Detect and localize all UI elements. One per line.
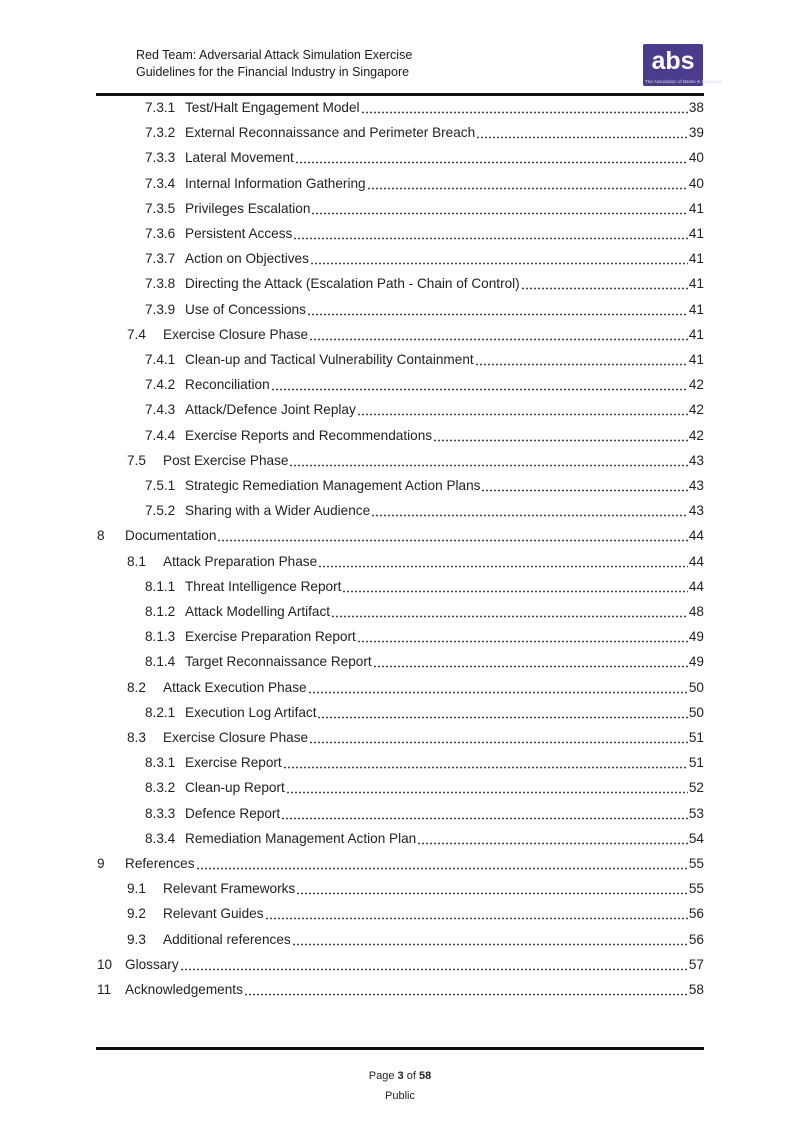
classification-label: Public (385, 1090, 415, 1102)
page-prefix: Page (368, 1070, 395, 1082)
toc-entry[interactable] (145, 498, 704, 523)
toc-entry-page: 39 (688, 125, 704, 141)
toc-dot-leader (283, 766, 688, 769)
toc-entry-title: Persistent Access (185, 226, 293, 241)
toc-dot-leader (309, 338, 688, 341)
toc-dot-leader (309, 741, 688, 744)
toc-entry-title: Exercise Closure Phase (163, 730, 309, 745)
toc-entry-title: Exercise Report (185, 755, 282, 771)
toc-dot-leader (180, 968, 688, 971)
toc-entry-title: Attack Execution Phase (163, 679, 307, 695)
toc-dot-leader (295, 161, 688, 164)
toc-entry[interactable] (145, 599, 704, 624)
toc-entry[interactable] (145, 246, 704, 271)
toc-dot-leader (373, 665, 688, 668)
toc-entry-title: Execution Log Artifact (185, 704, 317, 720)
toc-dot-leader (289, 464, 687, 467)
toc-entry[interactable] (145, 473, 704, 498)
toc-entry-page: 41 (688, 276, 704, 292)
toc-entry-number: 7.3.6 (145, 226, 176, 241)
toc-dot-leader (286, 791, 688, 794)
toc-entry[interactable] (145, 171, 704, 196)
toc-entry-page: 51 (688, 730, 704, 745)
toc-entry[interactable] (127, 876, 704, 901)
toc-entry-page: 44 (688, 553, 704, 569)
toc-entry[interactable] (145, 750, 704, 775)
toc-entry-title: Use of Concessions (185, 301, 306, 317)
toc-dot-leader (361, 111, 688, 114)
toc-entry-title: Attack Modelling Artifact (185, 604, 331, 619)
toc-entry-page: 56 (688, 906, 704, 922)
toc-entry-number: 9 (97, 856, 105, 871)
toc-entry-number: 7.4.3 (145, 402, 176, 418)
toc-entry-page: 43 (688, 452, 704, 468)
toc-entry-number: 7.3.8 (145, 276, 176, 292)
toc-entry-page: 43 (688, 478, 704, 493)
toc-entry-page: 49 (688, 629, 704, 645)
toc-dot-leader (265, 917, 688, 920)
toc-dot-leader (318, 565, 688, 568)
toc-dot-leader (357, 413, 688, 416)
toc-entry-title: Documentation (125, 528, 217, 544)
toc-entry-page: 52 (688, 780, 704, 796)
toc-entry-title: Additional references (163, 931, 291, 947)
toc-entry-title: Test/Halt Engagement Model (185, 100, 360, 115)
toc-dot-leader (342, 590, 687, 593)
toc-entry-page: 41 (688, 326, 704, 342)
toc-entry-number: 7.3.1 (145, 100, 176, 115)
toc-entry-title: Directing the Attack (Escalation Path - Chain of Control) (185, 276, 520, 292)
toc-dot-leader (367, 187, 688, 190)
toc-entry-page: 42 (688, 427, 704, 443)
toc-entry[interactable] (127, 725, 704, 750)
toc-dot-leader (317, 716, 687, 719)
toc-dot-leader (331, 615, 688, 618)
toc-dot-leader (311, 212, 687, 215)
toc-dot-leader (521, 287, 688, 290)
toc-entry-title: Target Reconnaissance Report (185, 654, 372, 670)
toc-entry-page: 42 (688, 402, 704, 418)
toc-entry-page: 54 (688, 830, 704, 846)
toc-entry-page: 50 (688, 704, 704, 720)
toc-entry-number: 7.3.9 (145, 301, 176, 317)
toc-dot-leader (196, 867, 688, 870)
toc-entry-page: 41 (688, 226, 704, 241)
toc-entry[interactable] (127, 322, 704, 347)
toc-dot-leader (292, 943, 688, 946)
toc-entry-page: 42 (688, 377, 704, 393)
toc-entry-number: 7.3.5 (145, 200, 176, 216)
toc-entry-title: Action on Objectives (185, 251, 309, 267)
toc-dot-leader (271, 388, 688, 391)
toc-entry-number: 8.3.2 (145, 780, 176, 796)
toc-entry-number: 9.2 (127, 906, 146, 922)
toc-dot-leader (433, 439, 688, 442)
toc-entry-page: 41 (688, 301, 704, 317)
toc-entry-number: 10 (97, 956, 113, 972)
toc-entry-number: 8.3.3 (145, 805, 176, 821)
toc-entry-title: External Reconnaissance and Perimeter Breach (185, 125, 476, 141)
toc-dot-leader (357, 640, 688, 643)
toc-entry-number: 11 (97, 982, 112, 997)
toc-dot-leader (481, 489, 687, 492)
toc-entry[interactable] (145, 700, 704, 725)
toc-entry-number: 7.3.2 (145, 125, 176, 141)
toc-entry-page: 50 (688, 679, 704, 695)
toc-entry-page: 38 (688, 100, 704, 115)
toc-entry-title: Exercise Reports and Recommendations (185, 427, 433, 443)
toc-entry-number: 7.5.2 (145, 503, 176, 519)
footer-divider (96, 1047, 704, 1050)
toc-entry-title: Exercise Closure Phase (163, 326, 309, 342)
toc-entry-number: 8.2.1 (145, 704, 176, 720)
toc-entry-number: 8.1.2 (145, 604, 176, 619)
toc-dot-leader (310, 262, 688, 265)
toc-entry-title: Lateral Movement (185, 150, 294, 166)
page-number (0, 1070, 800, 1082)
toc-entry-page: 44 (688, 528, 704, 544)
toc-entry-number: 8.1.1 (145, 578, 176, 594)
page-current: 3 (397, 1070, 404, 1082)
toc-dot-leader (475, 363, 688, 366)
toc-entry-title: Threat Intelligence Report (185, 578, 342, 594)
page-total: 58 (418, 1070, 432, 1082)
toc-entry[interactable] (145, 221, 704, 246)
toc-entry-page: 41 (688, 352, 704, 367)
header-line-1: Red Team: Adversarial Attack Simulation Exercise (136, 48, 413, 62)
toc-entry-number: 7.4 (127, 326, 146, 342)
toc-entry-number: 7.4.4 (145, 427, 176, 443)
toc-entry-title: Sharing with a Wider Audience (185, 503, 371, 519)
toc-dot-leader (417, 842, 688, 845)
toc-dot-leader (307, 313, 688, 316)
toc-entry-title: Relevant Frameworks (163, 881, 296, 897)
toc-entry-page: 41 (688, 251, 704, 267)
toc-entry-page: 55 (688, 856, 704, 871)
toc-entry-title: Remediation Management Action Plan (185, 830, 417, 846)
abs-logo (643, 44, 723, 86)
page-of: of (406, 1070, 416, 1082)
toc-entry[interactable] (127, 901, 704, 926)
toc-entry-title: Relevant Guides (163, 906, 264, 922)
toc-entry-number: 9.1 (127, 881, 146, 897)
toc-dot-leader (308, 691, 688, 694)
toc-entry-title: Exercise Preparation Report (185, 629, 356, 645)
toc-entry-page: 56 (688, 931, 704, 947)
toc-entry[interactable] (127, 448, 704, 473)
toc-entry-page: 44 (688, 578, 704, 594)
toc-entry[interactable] (145, 347, 704, 372)
toc-entry-title: Clean-up and Tactical Vulnerability Containment (185, 352, 474, 367)
toc-entry[interactable] (145, 624, 704, 649)
toc-entry[interactable] (145, 297, 704, 322)
toc-entry-title: Post Exercise Phase (163, 452, 289, 468)
toc-entry-number: 7.5.1 (145, 478, 176, 493)
logo-subtext: The Association of Banks in Singapore (645, 79, 723, 84)
toc-dot-leader (244, 993, 688, 996)
logo-text: abs (651, 47, 695, 75)
toc-dot-leader (281, 817, 688, 820)
toc-entry-title: Acknowledgements (125, 982, 243, 997)
toc-dot-leader (476, 136, 688, 139)
toc-entry-page: 40 (688, 150, 704, 166)
toc-entry-number: 7.5 (127, 452, 146, 468)
toc-entry[interactable] (145, 271, 704, 296)
toc-entry-title: Clean-up Report (185, 780, 285, 796)
toc-dot-leader (217, 539, 687, 542)
toc-entry-page: 57 (688, 956, 704, 972)
toc-entry-number: 7.4.2 (145, 377, 176, 393)
header-line-2: Guidelines for the Financial Industry in Singapore (136, 65, 410, 79)
toc-entry[interactable] (145, 649, 704, 674)
toc-entry[interactable] (127, 675, 704, 700)
toc-entry[interactable] (145, 826, 704, 851)
toc-entry-page: 43 (688, 503, 704, 519)
toc-entry-number: 8.3.1 (145, 755, 176, 771)
toc-entry[interactable] (97, 952, 704, 977)
toc-entry-number: 8.2 (127, 679, 146, 695)
toc-entry-number: 7.3.7 (145, 251, 176, 267)
toc-entry-page: 48 (688, 604, 704, 619)
toc-entry[interactable] (97, 523, 704, 548)
toc-entry[interactable] (145, 423, 704, 448)
toc-entry-title: Internal Information Gathering (185, 175, 366, 191)
toc-entry-page: 49 (688, 654, 704, 670)
toc-entry-page: 40 (688, 175, 704, 191)
toc-entry-number: 7.4.1 (145, 352, 176, 367)
toc-dot-leader (293, 237, 688, 240)
toc-entry-number: 8.3.4 (145, 830, 176, 846)
toc-entry-number: 8.1.3 (145, 629, 176, 645)
toc-entry[interactable] (97, 977, 704, 1002)
header-title (136, 47, 412, 81)
toc-dot-leader (296, 892, 688, 895)
toc-entry-title: Strategic Remediation Management Action Plans (185, 478, 481, 493)
toc-entry-page: 51 (688, 755, 704, 771)
toc-entry-number: 8.1 (127, 553, 146, 569)
toc-entry[interactable] (145, 801, 704, 826)
toc-entry-number: 7.3.3 (145, 150, 176, 166)
toc-entry[interactable] (145, 95, 704, 120)
toc-entry-number: 7.3.4 (145, 175, 176, 191)
toc-entry-number: 9.3 (127, 931, 146, 947)
toc-entry[interactable] (145, 574, 704, 599)
toc-entry[interactable] (145, 196, 704, 221)
toc-entry-page: 41 (688, 200, 704, 216)
toc-entry-page: 55 (688, 881, 704, 897)
toc-entry[interactable] (127, 927, 704, 952)
toc-entry-page: 58 (688, 982, 704, 997)
toc-entry[interactable] (145, 372, 704, 397)
toc-entry-title: Privileges Escalation (185, 200, 311, 216)
toc-entry-title: Glossary (125, 956, 179, 972)
toc-entry-page: 53 (688, 805, 704, 821)
toc-entry[interactable] (145, 397, 704, 422)
toc-entry[interactable] (145, 120, 704, 145)
toc-entry-number: 8.1.4 (145, 654, 176, 670)
toc-entry-title: References (125, 856, 195, 871)
toc-entry-title: Defence Report (185, 805, 281, 821)
toc-entry[interactable] (145, 145, 704, 170)
toc-dot-leader (371, 514, 688, 517)
toc-entry[interactable] (145, 775, 704, 800)
toc-entry[interactable] (127, 549, 704, 574)
toc-entry-title: Reconciliation (185, 377, 270, 393)
toc-entry-number: 8 (97, 528, 105, 544)
toc-entry-title: Attack/Defence Joint Replay (185, 402, 356, 418)
toc-entry-title: Attack Preparation Phase (163, 553, 318, 569)
toc-entry-number: 8.3 (127, 730, 146, 745)
toc-entry[interactable] (97, 851, 704, 876)
